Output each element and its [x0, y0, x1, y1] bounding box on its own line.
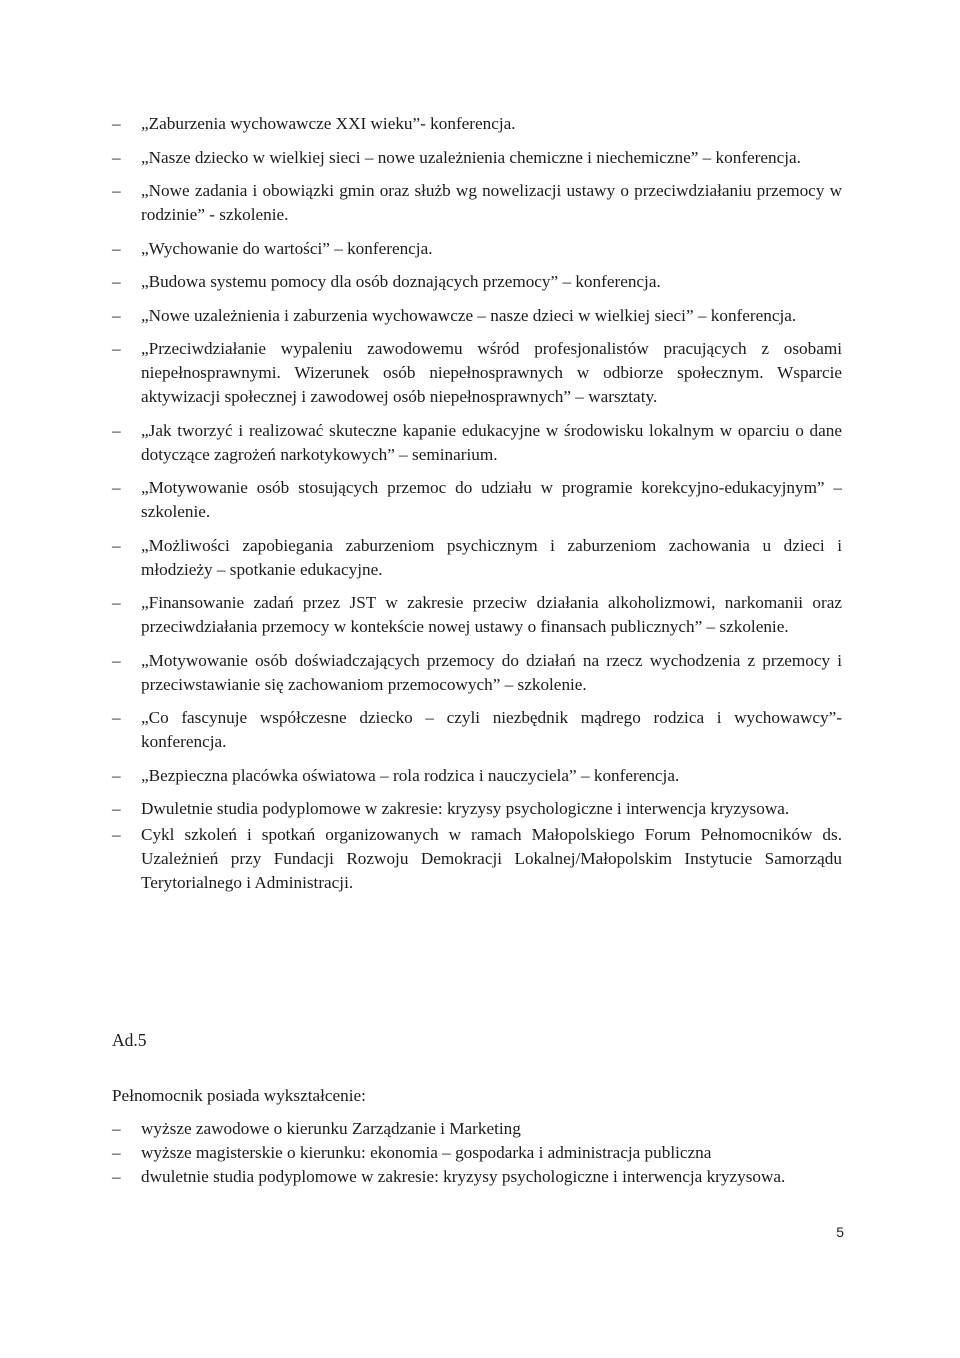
list-dash: – — [112, 305, 121, 325]
list-item-text: „Bezpieczna placówka oświatowa – rola rodzica i nauczyciela” – konferencja. — [141, 765, 680, 785]
list-item — [112, 649, 842, 697]
list-item-text: Dwuletnie studia podyplomowe w zakresie: kryzysy psychologiczne i interwencja kryzysowa. — [141, 799, 790, 818]
training-list — [112, 112, 842, 905]
list-item — [112, 337, 842, 409]
education-list — [112, 1117, 842, 1189]
list-dash: – — [112, 825, 121, 844]
list-item-text: „Budowa systemu pomocy dla osób doznających przemocy” – konferencja. — [141, 272, 661, 291]
list-item — [112, 237, 842, 261]
list-dash: – — [112, 650, 121, 670]
list-item — [112, 797, 842, 821]
list-item-text: „Nowe uzależnienia i zaburzenia wychowawcze – nasze dzieci w wielkiej sieci” – konferencja. — [141, 305, 797, 325]
list-dash: – — [112, 181, 121, 200]
list-item-text: „Przeciwdziałanie wypaleniu zawodowemu wśród profesjonalistów pracujących z osobami niepełnosprawnymi. Wizerunek osób niepełnosprawnych w odbiorze społecznym. Wsparcie aktywizacji społecznej i zawodowej osób niepełnosprawnych” – warsztaty. — [141, 339, 842, 406]
list-item — [112, 476, 842, 524]
list-dash: – — [112, 535, 121, 555]
section-intro: Pełnomocnik posiada wykształcenie: — [112, 1086, 366, 1105]
list-dash: – — [112, 339, 121, 358]
list-item — [112, 1165, 842, 1189]
list-dash: – — [112, 765, 121, 785]
list-item — [112, 823, 842, 895]
list-item-text: wyższe magisterskie o kierunku: ekonomia – gospodarka i administracja publiczna — [141, 1143, 712, 1162]
list-dash: – — [112, 593, 121, 612]
list-dash: – — [112, 799, 121, 818]
list-item-text: wyższe zawodowe o kierunku Zarządzanie i Marketing — [141, 1119, 521, 1138]
list-item-text: „Jak tworzyć i realizować skuteczne kapanie edukacyjne w środowisku lokalnym w oparciu o dane dotyczące zagrożeń narkotykowych” – seminarium. — [141, 420, 842, 464]
list-item — [112, 534, 842, 582]
list-item-text: „Wychowanie do wartości” – konferencja. — [141, 238, 433, 258]
list-item-text: „Co fascynuje współczesne dziecko – czyli niezbędnik mądrego rodzica i wychowawcy”- konferencja. — [141, 708, 842, 751]
list-item-text: „Nasze dziecko w wielkiej sieci – nowe uzależnienia chemiczne i niechemiczne” – konferencja. — [141, 147, 801, 167]
list-item-text: „Motywowanie osób stosujących przemoc do udziału w programie korekcyjno-edukacyjnym” – szkolenie. — [141, 478, 842, 521]
page-number: 5 — [836, 1224, 844, 1240]
list-dash: – — [112, 1119, 121, 1138]
list-dash: – — [112, 147, 121, 167]
list-item — [112, 270, 842, 294]
list-item-text: „Motywowanie osób doświadczających przemocy do działań na rzecz wychodzenia z przemocy i przeciwstawianie się zachowaniom przemocowych” – szkolenie. — [141, 650, 842, 694]
list-item — [112, 1141, 842, 1165]
list-dash: – — [112, 1167, 121, 1186]
list-item — [112, 179, 842, 227]
list-item — [112, 764, 842, 788]
list-item-text: Cykl szkoleń i spotkań organizowanych w ramach Małopolskiego Forum Pełnomocników ds. Uzależnień przy Fundacji Rozwoju Demokracji Lokalnej/Małopolskim Instytucie Samorządu Terytorialnego i Administracji. — [141, 825, 842, 892]
list-dash: – — [112, 238, 121, 258]
list-item — [112, 1117, 842, 1141]
list-item-text: „Nowe zadania i obowiązki gmin oraz służb wg nowelizacji ustawy o przeciwdziałaniu przemocy w rodzinie” - szkolenie. — [141, 181, 842, 224]
list-item-text: „Finansowanie zadań przez JST w zakresie przeciw działania alkoholizmowi, narkomanii oraz przeciwdziałania przemocy w kontekście nowej ustawy o finansach publicznych” – szkolenie. — [141, 593, 842, 636]
list-dash: – — [112, 114, 121, 133]
list-item-text: dwuletnie studia podyplomowe w zakresie: kryzysy psychologiczne i interwencja kryzysowa. — [141, 1167, 786, 1186]
list-item-text: „Zaburzenia wychowawcze XXI wieku”- konferencja. — [141, 114, 516, 133]
list-item — [112, 419, 842, 467]
list-dash: – — [112, 1143, 121, 1162]
list-item — [112, 706, 842, 754]
list-dash: – — [112, 708, 121, 727]
list-dash: – — [112, 478, 121, 497]
list-item — [112, 146, 842, 170]
list-item — [112, 112, 842, 136]
list-item-text: „Możliwości zapobiegania zaburzeniom psychicznym i zaburzeniom zachowania u dzieci i młodzieży – spotkanie edukacyjne. — [141, 535, 842, 579]
list-item — [112, 304, 842, 328]
list-dash: – — [112, 272, 121, 291]
section-heading: Ad.5 — [112, 1030, 147, 1050]
list-item — [112, 591, 842, 639]
list-dash: – — [112, 420, 121, 440]
